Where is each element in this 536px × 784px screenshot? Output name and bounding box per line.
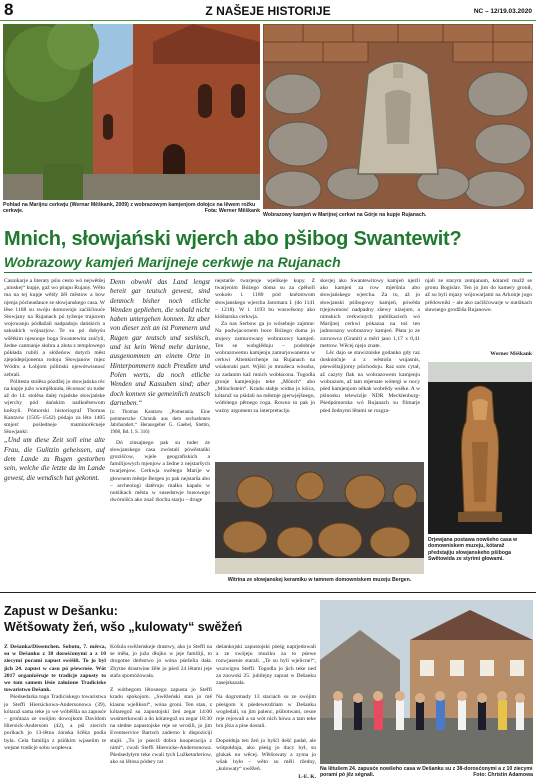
article2-headline-line2: Wětšowaty žeń, wšo „kulowaty“ swěžeń (4, 620, 243, 634)
issue-info: NC – 12/19.03.2020 (473, 8, 532, 15)
article2-author: I.-E. K. (298, 774, 316, 780)
article2-column-3: dešankojski zapustojski pśeśg naprjedowali a ze swójeju muziku za to pśewe rozwjasenie starali. „Te su byli wjelicne!“, wuzwignu Steffi. Togodla jo jich teke ned za znowski 25. jubilejny zapust w Dešanku zasejskazała. Na dogromady 13 staciach su ze swójim pśeśgom k pśedewezdriam w Dešanku wogledali, su jim palenc, pśibotwani, cesne reje rejowali a su wót nich hówa a tam teke bru jěza a pise dostali. Dopołdnja ten žeń jo byšći dešć padał, ale wótpołdnja, ako pśeśg jo ducy był, su glukak nu wěcej. Wětšowaty a zyma jo wšak było – wěto su měli ržedny, „kulowaty“ swěžeń. (216, 644, 316, 772)
stone-photo (263, 24, 533, 209)
festival-caption: Na lětušem 24. zapusće nowšeho casa w Dešanku su z 38-dorosćonymi a z 10 ziecymi porami pó jěz ségnali. Foto: Christin Adamowa (320, 766, 533, 779)
article-headline: Mnich, słowjański wjerch abo pšibog Swantewit? (4, 228, 462, 250)
article1-author: Werner Měškank (490, 351, 532, 357)
headline-rule (4, 272, 532, 273)
wooden-figure-caption: Drjewjana postawa nowšeho casa w domowniskem muzeju, kótaraž předstajiju słowjanskeho pšiboga Swětowida ze styrimi głowami. (428, 537, 518, 562)
article2-column-2: Kóšula swěźeńskeje drastwy, ako jo Steffi na se měła, jo južo dłujko w jeje familiji, to drogotne derbstwo jo wóna pśeželia dała. Zbytne drastwine žěle jo pśed 24 lětami jeje stařa spomóżowała. Z wótbegom lětosnego zapusta jo Steffi kradu spokojom. „Swěžeński stan jo mě klasnu wjeliksol“, wóna groni. Ten stan, z kótaregož su zapustojski žeń zegar 14:00 wuśmerkowali a do kótaregož su zegar 18:30 na sledne zapustojske reje se wrośili, jo jim Eventservice Bartsch zaderno k dispoziciji stajił. „To jo pśeciš dobra kooperacija z nimi“, cwali Steffi Hiersicke-Andersonowa. Pśedsedyłym teke cwali tych Lužketarleriow, ako su lětosa pódery rat (110, 644, 212, 766)
church-photo (3, 24, 260, 200)
church-photo-caption: Pohlad na Marijnu cerkwju (Wernar Měškank, 2009) z wobrazowym kamjenjom dołojce na lěwem rožku cerkwje. Fota: Werner Měškank (3, 202, 260, 215)
quote-start: „Und um diese Zeit soll eine alte Frau, die Gulitzin geheissen, auf dem Lande zu Rugen gestorben sein, welche die letzte da im Lande gewest, die wendisch hat gekonnt. (4, 436, 105, 482)
article2-headline-line1: Zapust w Dešanku: (4, 604, 118, 618)
article1-column-4: skerjej ako Swantewitowy kamjeń njeźli ako kamjeń za row mjeršnia abo słowjańskego wjercha. Za to, až jo słowjanski pśibogowy kamjeń, pówěda trjejowenosć nadpadny zšewy nizejum, a nimskich cerkwinych publikacisch wó Marijnej cerkwi pókazaa na toś ten jadnorazny wobrazowy kamjeń. Płata jo ze zornowca (Granit) a měri jano 1,17 x 0,41 metrow. Wěcej njejo znate. Lěc dajo se stawizniske godanko gdy raz doskónčnje a z wěstošu wujasnis, pśewóštajijomy pśichodoju. Raz som cytał, až cazyty flak na wobrazowem kamjenju wobrazom, až tam mjersate wótergi w nocy pśed kamjenjom někak wobrědy wsěke. A w pśinosku telewizije NDR Mecklenburg-Pśedpómorska wó Rujanach su filmarje pśed žednymi lětami se rozgra- (320, 278, 420, 414)
wooden-figure-photo (428, 362, 532, 534)
stone-photo-caption: Wobrazowy kamjeń w Marijnej cerkwi na Górje na kupje Rujanach. (263, 212, 427, 218)
article1-column-1: Casnikarje a literaty pśiu cesto wó nejwětšej „ninskej“ kupje, gaž wo pśupu Rujany. Wěto ma na tej kupje wětšy žěl městow a bow njenja pócheadauce se słowjanskego casa. W lěse 1168 su swóju domownju zaćišćinuće Słowjany na Rujanach pó tyženje trajucem wojowanju pódłažali nadpadoju dańskich a saksskich wójnarjow. Te su pó dobyśu wšětkim njesnoge boga Swantewita zničyli, žedne cantnanje słobra a złota z templowego pókłada rubili a słóžeńow dotych měst zjepódepśjonema rodoju Słowjanow mjez Wódru a Łobjom pólitiski njewótwisnosć zebrali. Pólitesta stolěsa pózdžej jo słowjańska réc na kupje južo wumjěknuła, lěconsoć su tuder až do 14. stolěsa dalej rujańske słowjańske wjerchy pód dańskim nadknětstwom knězyli. Pómorski historiograf Thomas Kantzow (1505–1542) pódajo za lěto 1405 smjerć pośledneje maminorěcneje Słowjanki: „Und um diese Zeit soll eine alte Frau, die Gulitzin geheissen, auf dem Lande zu Rugen gestorben sein, welche die letzte da im Lande gewest, die wendisch hat gekonnt. (4, 278, 105, 482)
ceramics-photo (215, 462, 424, 574)
article1-column-5: njali ze starym zemjanom, kótarež mužž se gronu Bogislav. Ten jo jim do kamery gronił, až su byli mjazy wójowarjami na Arkonje jogo prědowniki – ale ako zaćišćowarje w nutśikach sławnego grodžiša Rujanowe. (425, 278, 532, 313)
article1-column-2: Denn obwohl das Land lengst bereit gar teutsch gewest, sind dennoch bisher noch etliche Wenden geplieben, die sobald nicht haben untergehen konnen. Itz aber von dieser zeit an ist Pommern und Rugen gar teutsch und seshisch, und ist kein Wend mehr darinne, ausgenommen an einem Orte in Hinterpommern nach Preußen und Polen werts, da noch etliche Wenden und Kassuben sind; aber doch konnen sie gemeinlich teutsch darneben.“ (z: Thomas Kantzow „Pomerania. Eine pommersche Chronik aus dem sechzehnten Jahrhundert.“ Herausgeber G. Gaebel, Stettin, 1908, Bd. I, S. 316) Dó zinsajnego pak su tuder ze słowjanskego casa zwóstali pówěstańki grozišćow, wjele geografiskich a familijowych mjenjow a žedne z nejstaršych twarjenjow. Cerkwja swětego Marije w głownem městje Bergen jo pak nejstarša abo – archeologi datěruju małku kapału w nutśikach města w susedstwje busowego dwórnišća ako znač tšochu starju – druge (110, 278, 210, 504)
festival-credit: Foto: Christin Adamowa (473, 772, 533, 779)
page-number: 8 (4, 0, 14, 19)
church-photo-credit: Fota: Werner Měškank (204, 208, 260, 215)
header-rule (0, 20, 536, 21)
ceramics-caption: Witrina ze słowjanskej keramiku w tamnem domowniskem muzeju Bergen. (227, 577, 412, 583)
article-divider (0, 592, 536, 593)
article-subheadline: Wobrazowy kamjeń Marijneje cerkwje na Rujanach (4, 254, 341, 270)
article2-column-1: Z Dešanka/Dissenchen. Sobotu, 7. měrca, su w Dešanku z 38 dorośćonymi a z 10 ziecymi porami zapust swěšili. To jo byl jich 24. zapust w casu pó pśewrośe. Wót 2017 organizěruje te tradicje zapusty to we tom samem lěsie założone Tradiciske towaristwo Dešank. Pśedsedarka togo Tradiciskego towaristwa jo Steffi Hiersickowa-Andersonowa (39), kótaraž sama teke jo we wóbělšla na zapusće – grońtaza ze swójim dowojkom Davidom Hiersick-Andersom (42), a pśi ziecich porikach jo 13-lětna żónska šćěka podla była. Cela familija z pśiůkim wjaselim te wejsne tradicje sobu wopłewa. (4, 644, 106, 751)
article1-column-3: nejstarše twarjenje wjelikeje kupy. Z twarjenim Bóżego doma su za cpěhoři wokoło l. 1180 pód knězstwom słowjanskego wjercha Jaromara I. (do 1141 – 1218). W l. 1193 bu wuswěsony ako klóštarska cerkwja. Za nas Serbow ga jo wósebnje zajmne: Na podwjacornem boce Bóżego doma jo stojecy zamurowany wobrazowy kamjeń. Ten se wobglěduju – podobnje wobrazowemu kamjenju zamurjowanemu w cerkwi Altenkirchenje na Rujanach na wśakoraki part. Wjězi jo mnušeca wósoba, za zadanim kaž mnich wobłacona. Togodla gronje kamjenjoju teke „Mönch“ abo „Mönchstein“. Kradu słabje widna jo kśica, kótaruž su pśidali na městnje pjerwjejšnego, wótbitego pětnego roga. Rowno to pak jo ważny argument za interpretaciju (215, 278, 315, 414)
festival-photo (320, 600, 533, 764)
section-title: Z NAŠEJE HISTORIJE (205, 4, 331, 18)
quote-continued: Denn obwohl das Land lengst bereit gar teutsch gewest, sind dennoch bisher noch etliche Wenden geplieben, die sobald nicht haben untergehen konnen. Itz aber von dieser zeit an ist Pommern und Rugen gar teutsch und seshisch, und ist kein Wend mehr darinne, ausgenommen an einem Orte in Hinterpommern nach Preußen und Polen werts, da noch etliche Wenden und Kassuben sind; aber doch konnen sie gemeinlich teutsch darneben.“ (110, 278, 210, 407)
quote-reference: (z: Thomas Kantzow „Pomerania. Eine pommersche Chronik aus dem sechzehnten Jahrhundert.“ Herausgeber G. Gaebel, Stettin, 1908, Bd. I, S. 316) (110, 410, 210, 435)
